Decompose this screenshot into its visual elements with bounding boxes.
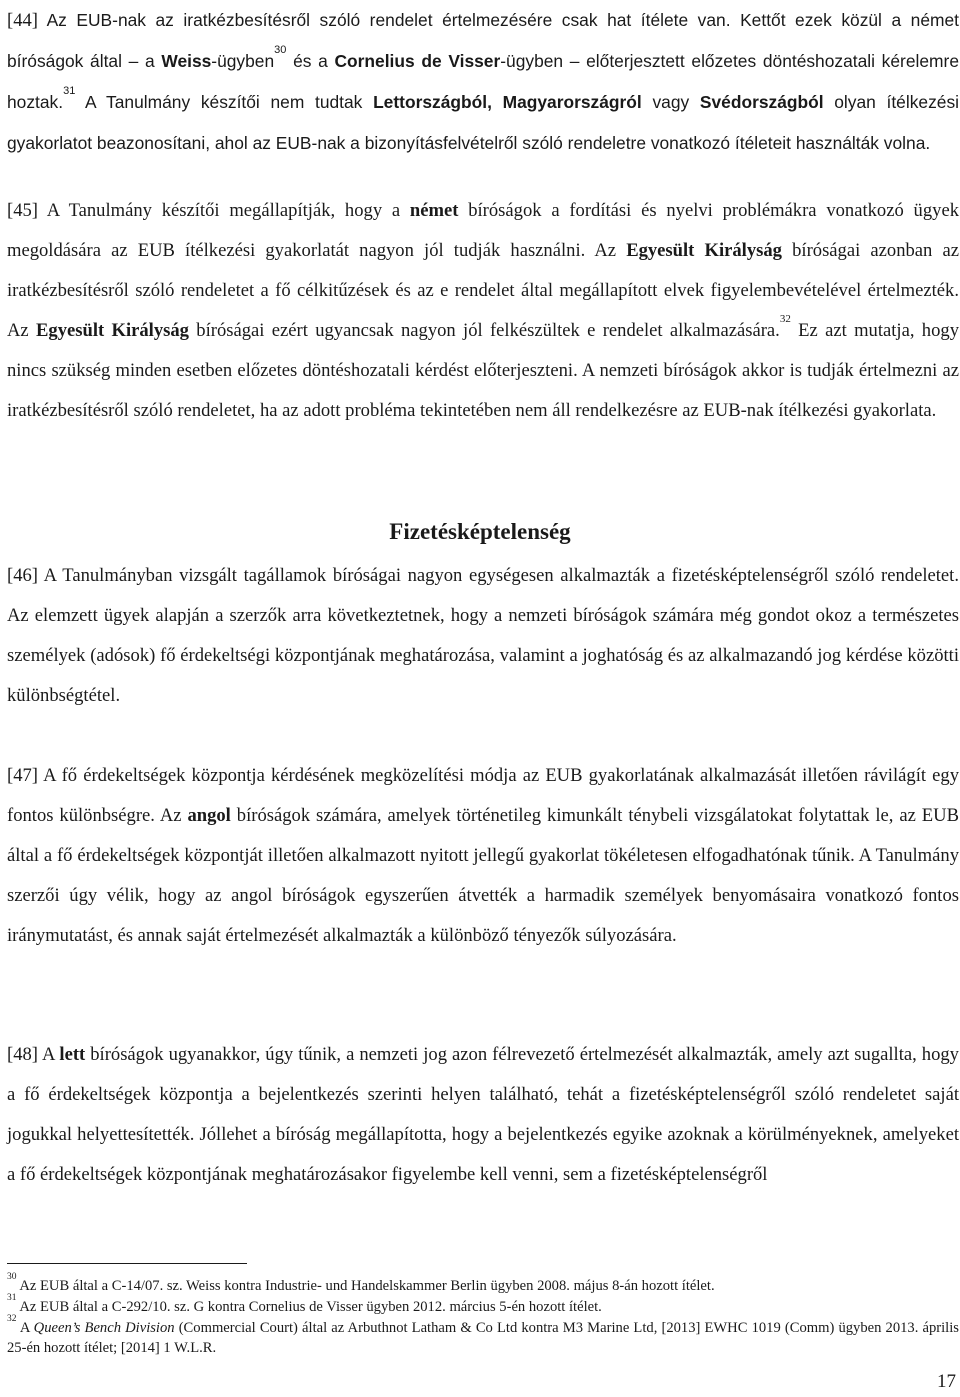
footnote-text: A	[16, 1320, 34, 1336]
paragraph-number: [44]	[7, 10, 38, 31]
paragraph-number: [47]	[7, 765, 38, 786]
paragraph-number: [48]	[7, 1044, 38, 1065]
footnote-text: Az EUB által a C-292/10. sz. G kontra Cornelius de Visser ügyben 2012. március 5-én hozott ítélet.	[16, 1299, 602, 1315]
paragraph-46	[7, 556, 959, 716]
footnote-ref[interactable]: 31	[63, 85, 76, 98]
bold-run: német	[409, 200, 459, 221]
bold-run: Svédországból	[699, 92, 824, 112]
text-run: bíróságok a fordítási és nyelvi problémákra vonatkozó ügyek megoldására az EUB ítélkezési gyakorlatát nagyon jól tudják használni. Az	[7, 200, 959, 261]
section-heading: Fizetésképtelenség	[389, 519, 571, 544]
text-run: bíróságai ezért ugyancsak nagyon jól felkészültek e rendelet alkalmazására.	[188, 320, 780, 341]
footnote-marker: 32	[7, 1314, 17, 1325]
bold-run: Weiss	[161, 51, 212, 71]
footnote-31	[7, 1293, 959, 1317]
paragraph-number: [45]	[7, 200, 38, 221]
text-run: olyan ítélkezési gyakorlatot beazonosítani, ahol az EUB-nak a bizonyításfelvételről szóló rendeletre vonatkozó ítéleteit használták volna.	[7, 92, 960, 153]
footnote-32	[7, 1314, 959, 1358]
text-run: A fő érdekeltségek központja kérdésének megközelítési módja az EUB gyakorlatának alkalmazását illetően rávilágít egy fontos különbségre. Az	[7, 765, 959, 826]
footnote-30	[7, 1272, 959, 1296]
footnote-marker: 31	[7, 1293, 17, 1304]
footnote-italic: Queen’s Bench Division	[33, 1320, 175, 1336]
text-run: -ügyben	[211, 51, 275, 71]
footnote-marker: 30	[7, 1272, 17, 1283]
paragraph-47	[7, 756, 959, 956]
text-run: A	[37, 1044, 60, 1065]
page-number: 17	[937, 1371, 956, 1392]
bold-run: Lettországból, Magyarországról	[373, 92, 642, 112]
bold-run: lett	[59, 1044, 86, 1065]
text-run: bíróságai azonban az iratkézbesítésről szóló rendeletet a fő célkitűzések és az e rendelet által megállapított elvek figyelembevételével értelmezték. Az	[7, 240, 959, 341]
paragraph-44	[7, 0, 959, 164]
text-run: bíróságok ugyanakkor, úgy tűnik, a nemzeti jog azon félrevezető értelmezését alkalmazták, amely azt sugallta, hogy a fő érdekeltségek központja a bejelentkezés szerinti helyen található, tehát a fizetésképtelenségről szóló rendeletet saját jogukkal helyettesítették. Jóllehet a bíróság megállapította, hogy a bejelentkezés egyike azoknak a körülményeknek, amelyeket a fő érdekeltségek központjának meghatározásakor figyelembe kell venni, sem a fizetésképtelenségről	[7, 1044, 959, 1185]
paragraph-number: [46]	[7, 565, 38, 586]
footnote-text: (Commercial Court) által az Arbuthnot Latham & Co Ltd kontra M3 Marine Ltd, [2013] EWHC 1019 (Comm) ügyben 2013. április 25-én hozott ítélet; [2014] 1 W.L.R.	[7, 1320, 959, 1356]
bold-run: Cornelius de Visser	[334, 51, 501, 71]
text-run: és a	[286, 51, 335, 71]
text-run: bíróságok számára, amelyek történetileg kimunkált ténybeli vizsgálatokat folytattak le, az EUB által a fő érdekeltségek központját illetően alkalmazott nyitott jellegű gyakorlat tökéletesen elfogadhatónak tűnik. A Tanulmány szerzői úgy vélik, hogy az angol bíróságok egyszerűen átvették a harmadik személyek benyomásaira vonatkozó fontos iránymutatást, és annak saját értelmezését alkalmazták a különböző tényezők súlyozására.	[7, 805, 959, 946]
text-run: vagy	[641, 92, 700, 112]
text-run: Ez azt mutatja, hogy nincs szükség minden esetben előzetes döntéshozatali kérdést előterjeszteni. A nemzeti bíróságok akkor is tudják értelmezni az iratkézbesítésről szóló rendeletet, ha az adott probléma tekintetében nem áll rendelkezésre az EUB-nak ítélkezési gyakorlata.	[7, 320, 959, 421]
text-run: Az EUB-nak az iratkézbesítésről szóló rendelet értelmezésére csak hat ítélete van. Kettőt ezek közül a német bíróságok által – a	[7, 10, 959, 71]
text-run: A Tanulmányban vizsgált tagállamok bíróságai nagyon egységesen alkalmazták a fizetésképtelenségről szóló rendeletet. Az elemzett ügyek alapján a szerzők arra következtetnek, hogy a nemzeti bíróságok számára még gondot okoz a természetes személyek (adósok) fő érdekeltségi központjának meghatározása, valamint a joghatóság és az alkalmazandó jog kérdése közötti különbségtétel.	[7, 565, 959, 706]
footnote-separator	[7, 1263, 247, 1264]
paragraph-45	[7, 191, 959, 431]
paragraph-48	[7, 1035, 959, 1195]
text-run: -ügyben – előterjesztett előzetes döntéshozatali kérelemre hoztak.	[7, 51, 959, 112]
text-run: A Tanulmány készítői megállapítják, hogy a	[37, 200, 410, 221]
bold-run: Egyesült Királyság	[36, 320, 189, 341]
footnote-ref[interactable]: 30	[274, 44, 287, 57]
bold-run: Egyesült Királyság	[626, 240, 782, 261]
footnote-ref[interactable]: 32	[779, 312, 791, 325]
bold-run: angol	[187, 805, 231, 826]
text-run: A Tanulmány készítői nem tudtak	[75, 92, 374, 112]
footnote-text: Az EUB által a C-14/07. sz. Weiss kontra Industrie- und Handelskammer Berlin ügyben 2008. május 8-án hozott ítélet.	[16, 1278, 715, 1294]
